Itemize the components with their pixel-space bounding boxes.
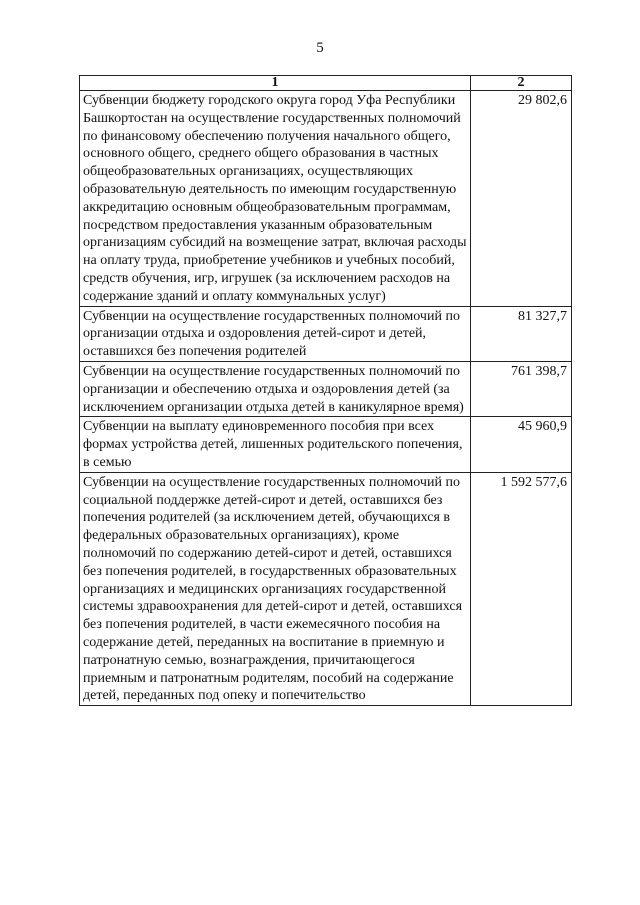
- row-description: Субвенции на осуществление государственных полномочий по организации отдыха и оздоровления детей-сирот и детей, оставшихся без попечения родителей: [80, 306, 471, 361]
- row-amount: 761 398,7: [471, 361, 572, 416]
- row-description: Субвенции на выплату единовременного пособия при всех формах устройства детей, лишенных родительского попечения, в семью: [80, 417, 471, 472]
- row-description: Субвенции на осуществление государственных полномочий по организации и обеспечению отдыха и оздоровления детей (за исключением организации отдыха детей в каникулярное время): [80, 361, 471, 416]
- row-description: Субвенции бюджету городского округа город Уфа Республики Башкортостан на осуществление государственных полномочий по финансовому обеспечению получения начального общего, основного общего, среднего общего образования в частных общеобразовательных организациях, осуществляющих образовательную деятельность по имеющим государственную аккредитацию основным общеобразовательным программам, посредством предоставления указанным образовательным организациям субсидий на возмещение затрат, включая расходы на оплату труда, приобретение учебников и учебных пособий, средств обучения, игр, игрушек (за исключением расходов на содержание зданий и оплату коммунальных услуг): [80, 91, 471, 307]
- row-description: Субвенции на осуществление государственных полномочий по социальной поддержке детей-сирот и детей, оставшихся без попечения родителей (за исключением детей, обучающихся в федеральных образовательных организациях), кроме полномочий по содержанию детей-сирот и детей, оставшихся без попечения родителей, в государственных образовательных организациях и медицинских организациях государственной системы здравоохранения для детей-сирот и детей, оставшихся без попечения родителей, в части ежемесячного пособия на содержание детей, переданных на воспитание в приемную и патронатную семью, вознаграждения, причитающегося приемным и патронатным родителям, пособий на содержание детей, переданных под опеку и попечительство: [80, 472, 471, 705]
- row-amount: 1 592 577,6: [471, 472, 572, 705]
- table-row: [80, 472, 572, 705]
- row-amount: 81 327,7: [471, 306, 572, 361]
- table-row: [80, 306, 572, 361]
- table-row: [80, 361, 572, 416]
- column-header-description: 1: [80, 76, 471, 91]
- table-row: [80, 417, 572, 472]
- row-amount: 29 802,6: [471, 91, 572, 307]
- budget-table: [79, 75, 572, 706]
- page-number: 5: [316, 40, 324, 56]
- column-header-amount: 2: [471, 76, 572, 91]
- row-amount: 45 960,9: [471, 417, 572, 472]
- table-header-row: [80, 76, 572, 91]
- table-row: [80, 91, 572, 307]
